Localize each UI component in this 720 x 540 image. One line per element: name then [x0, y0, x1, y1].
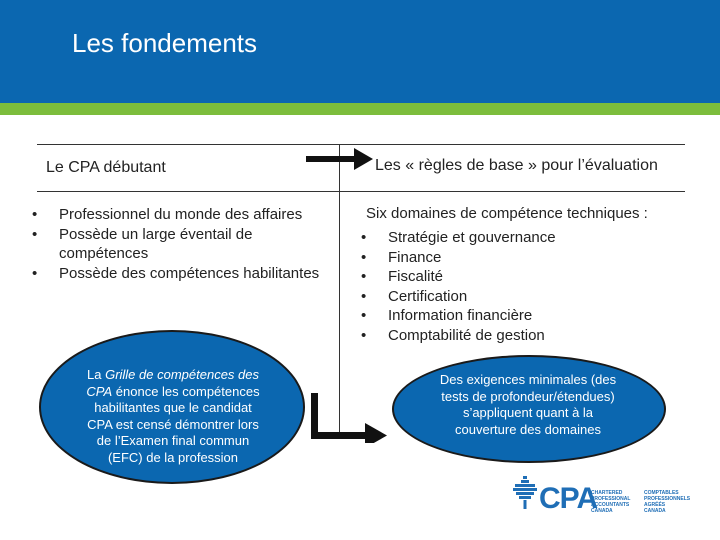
- list-item: • Information financière: [361, 306, 681, 326]
- list-item: • Possède un large éventail de compétences: [32, 225, 332, 264]
- domains-bullet-list: [361, 228, 681, 345]
- cpa-canada-logo: [513, 476, 693, 526]
- top-rule: [37, 144, 685, 145]
- competency-map-title: Grille de compétences des CPA: [86, 367, 259, 399]
- heading-rule: [37, 191, 685, 192]
- domains-intro: Six domaines de compétence techniques :: [366, 205, 648, 222]
- cpa-wordmark: CPA: [539, 482, 598, 515]
- minimum-requirements-text: Des exigences minimales (des tests de profondeur/étendues) s’appliquent quant à la couverture des domaines: [439, 372, 617, 437]
- logo-french-name: COMPTABLES PROFESSIONNELS AGRÉÉS CANADA: [644, 490, 691, 514]
- list-item: • Finance: [361, 248, 681, 268]
- list-item: • Possède des compétences habilitantes: [32, 264, 332, 284]
- right-arrow-icon: [306, 147, 374, 171]
- maple-leaf-icon: [513, 476, 537, 510]
- competency-map-text: La Grille de compétences des CPA énonce les compétences habilitantes que le candidat CPA est censé démontrer lors de l’Examen final commun (EFC) de la profession: [86, 367, 260, 465]
- elbow-arrow-icon: [308, 391, 388, 443]
- right-column-heading: Les « règles de base » pour l’évaluation: [375, 157, 658, 174]
- logo-english-name: CHARTERED PROFESSIONAL ACCOUNTANTS CANADA: [591, 490, 631, 514]
- list-item: • Certification: [361, 287, 681, 307]
- left-column-heading: Le CPA débutant: [46, 159, 166, 176]
- list-item: • Fiscalité: [361, 267, 681, 287]
- list-item: • Comptabilité de gestion: [361, 326, 681, 346]
- list-item: • Stratégie et gouvernance: [361, 228, 681, 248]
- left-bullet-list: [32, 205, 332, 283]
- green-accent-stripe: [0, 103, 720, 115]
- slide-title: Les fondements: [72, 28, 258, 58]
- list-item: • Professionnel du monde des affaires: [32, 205, 332, 225]
